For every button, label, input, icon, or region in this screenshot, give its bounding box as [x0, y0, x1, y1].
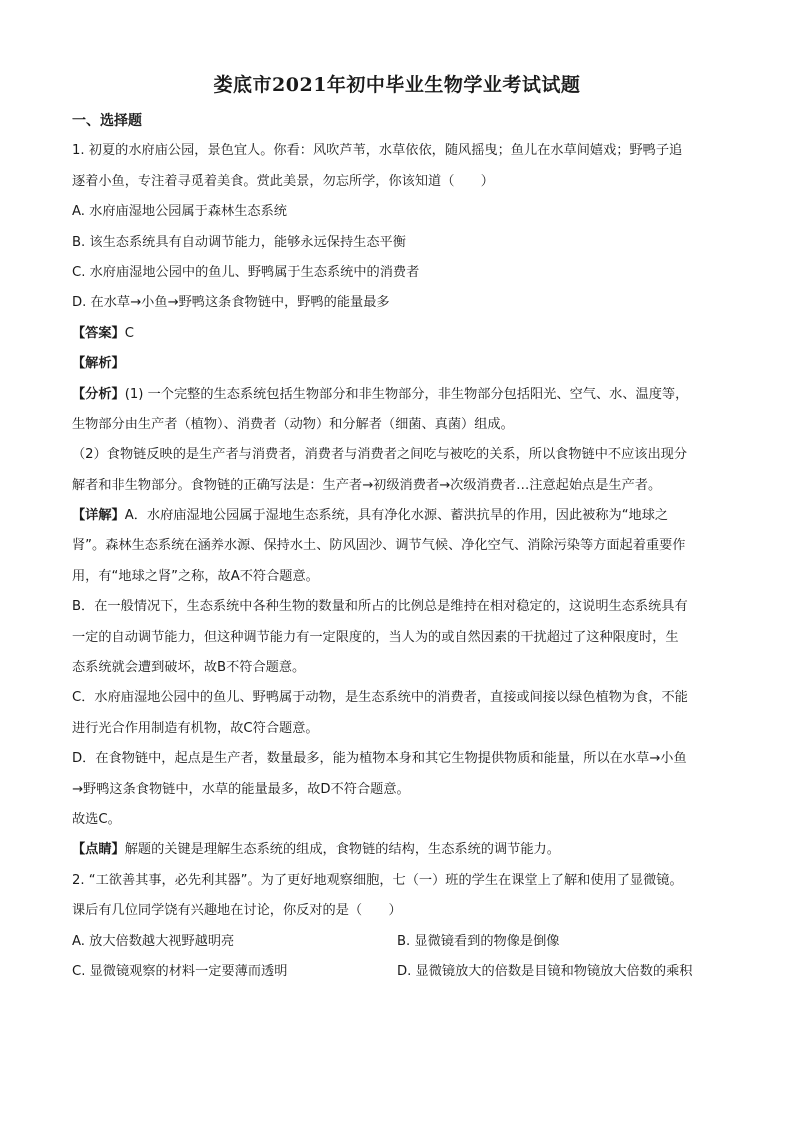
q2-stem-line-2: 课后有几位同学饶有兴趣地在讨论，你反对的是（ ）: [72, 903, 402, 919]
page-title: 娄底市2021年初中毕业生物学业考试试题: [213, 74, 581, 96]
document-body: [72, 106, 722, 987]
q2-options-row-1: [72, 927, 722, 957]
q1-option-a: A. 水府庙湿地公园属于森林生态系统: [72, 204, 287, 220]
fenxi-line-1: [72, 380, 722, 410]
q2-options-row-2: [72, 957, 722, 987]
fenxi-line-3: （2）食物链反映的是生产者与消费者，消费者与消费者之间吃与被吃的关系，所以食物链中不应该出现分: [72, 447, 688, 463]
fenxi-tag: 【分析】: [72, 386, 125, 402]
xiangjie-tag: 【详解】: [72, 508, 125, 524]
xiangjie-line-a2: 肾”。森林生态系统在涵养水源、保持水土、防风固沙、调节气候、净化空气、消除污染等方面起着重要作: [72, 538, 686, 554]
q2-option-b: B. 显微镜看到的物像是倒像: [397, 933, 560, 949]
dianjing-tag: 【点睛】: [72, 842, 125, 858]
question-1: [72, 136, 722, 865]
xiangjie-line-c1: C．水府庙湿地公园中的鱼儿、野鸭属于动物，是生态系统中的消费者，直接或间接以绿色植物为食，不能: [72, 690, 688, 706]
q1-option-d: D. 在水草→小鱼→野鸭这条食物链中，野鸭的能量最多: [72, 295, 390, 311]
fenxi-line-4: 解者和非生物部分。食物链的正确写法是：生产者→初级消费者→次级消费者…注意起始点是生产者。: [72, 477, 662, 493]
dianjing-text: 解题的关键是理解生态系统的组成，食物链的结构，生态系统的调节能力。: [124, 842, 560, 858]
fenxi-text-1: (1) 一个完整的生态系统包括生物部分和非生物部分，非生物部分包括阳光、空气、水、温度等，: [124, 386, 689, 402]
xiangjie-line-b2: 一定的自动调节能力，但这种调节能力有一定限度的，当人为的或自然因素的干扰超过了这种限度时，生: [72, 629, 679, 645]
section-heading: 一、选择题: [72, 113, 142, 129]
xiangjie-line-c2: 进行光合作用制造有机物，故C符合题意。: [72, 720, 319, 736]
xiangjie-line-d1: D．在食物链中，起点是生产者，数量最多，能为植物本身和其它生物提供物质和能量，所以在水草→小鱼: [72, 751, 687, 767]
xiangjie-line-a3: 用，有“地球之肾”之称，故A不符合题意。: [72, 568, 319, 584]
answer-value: C: [124, 325, 134, 341]
xiangjie-line-b1: B．在一般情况下，生态系统中各种生物的数量和所占的比例总是维持在相对稳定的，这说明生态系统具有: [72, 599, 688, 615]
xiangjie-text-a1: A．水府庙湿地公园属于湿地生态系统，具有净化水源、蓄洪抗旱的作用，因此被称为“地球之: [124, 508, 669, 524]
conclusion: 故选C。: [72, 811, 121, 827]
q2-option-d: D. 显微镜放大的倍数是目镜和物镜放大倍数的乘积: [397, 963, 693, 979]
dianjing-line: [72, 835, 722, 865]
q2-option-a: A. 放大倍数越大视野越明亮: [72, 933, 235, 949]
xiangjie-line-a1: [72, 501, 722, 531]
q1-option-b: B. 该生态系统具有自动调节能力，能够永远保持生态平衡: [72, 234, 406, 250]
q2-option-c: C. 显微镜观察的材料一定要薄而透明: [72, 963, 288, 979]
answer-tag: 【答案】: [72, 325, 125, 341]
q1-stem-line-2: 逐着小鱼，专注着寻觅着美食。赏此美景，勿忘所学，你该知道（ ）: [72, 173, 494, 189]
question-2: [72, 866, 722, 988]
q1-answer: [72, 319, 722, 349]
xiangjie-line-d2: →野鸭这条食物链中，水草的能量最多，故D不符合题意。: [72, 781, 410, 797]
q1-stem-line-1: 1. 初夏的水府庙公园，景色宜人。你看：风吹芦苇，水草依依，随风摇曳；鱼儿在水草间嬉戏；野鸭子追: [72, 143, 683, 159]
q1-option-c: C. 水府庙湿地公园中的鱼儿、野鸭属于生态系统中的消费者: [72, 264, 420, 280]
fenxi-line-2: 生物部分由生产者（植物）、消费者（动物）和分解者（细菌、真菌）组成。: [72, 416, 514, 432]
q2-stem-line-1: 2. “工欲善其事，必先利其器”。为了更好地观察细胞，七（一）班的学生在课堂上了解和使用了显微镜。: [72, 872, 683, 888]
analysis-tag: 【解析】: [72, 356, 125, 372]
xiangjie-line-b3: 态系统就会遭到破坏，故B不符合题意。: [72, 660, 306, 676]
